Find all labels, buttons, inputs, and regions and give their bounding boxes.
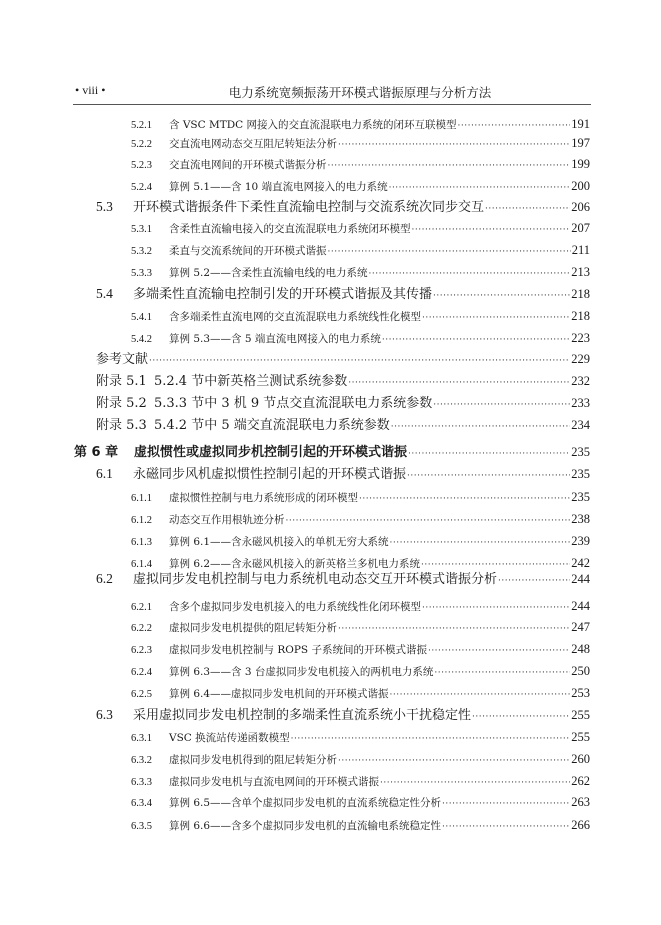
toc-entry (131, 771, 590, 791)
toc-entry-number: 附录 5.1 (96, 374, 147, 389)
toc-entry-title: 5.3.3 节中 3 机 9 节点交直流混联电力系统参数 (154, 396, 433, 411)
toc-entry-title: 永磁同步风机虚拟惯性控制引起的开环模式谐振 (133, 467, 407, 482)
toc-entry-number: 6.2 (96, 571, 113, 586)
toc-entry-title: 虚拟同步发电机得到的阻尼转矩分析 (169, 754, 337, 766)
toc-entry-number: 5.3.1 (131, 224, 152, 235)
toc-entry-title: 交直流电网动态交互阻尼转矩法分析 (169, 138, 337, 150)
toc-leader-dots (433, 395, 570, 415)
toc-entry-number: 6.1.3 (131, 537, 152, 548)
toc-leader-dots (390, 533, 571, 553)
toc-entry-title: 采用虚拟同步发电机控制的多端柔性直流系统小干扰稳定性 (133, 708, 472, 723)
toc-entry (131, 596, 590, 616)
toc-entry (96, 349, 590, 369)
toc-entry-page: 244 (571, 599, 590, 613)
toc-entry-page: 247 (571, 620, 590, 634)
toc-entry-page: 200 (571, 179, 590, 193)
toc-entry-number: 5.4 (96, 286, 113, 301)
toc-entry-number: 6.3.2 (131, 755, 152, 766)
toc-entry-title: 柔直与交流系统间的开环模式谐振 (169, 245, 327, 257)
toc-leader-dots (286, 511, 571, 531)
toc-leader-dots (428, 641, 570, 661)
toc-entry-page: 262 (571, 774, 590, 788)
toc-entry (96, 371, 590, 391)
toc-leader-dots (328, 242, 571, 262)
toc-leader-dots (434, 663, 570, 683)
toc-entry-number: 5.2.2 (131, 139, 152, 150)
toc-leader-dots (498, 571, 570, 591)
toc-leader-dots (338, 619, 570, 639)
toc-entry (96, 705, 590, 725)
toc-entry-title: 含多个虚拟同步发电机接入的电力系统线性化闭环模型 (169, 601, 421, 613)
toc-leader-dots (408, 444, 570, 464)
toc-entry-page: 263 (571, 795, 590, 809)
toc-entry-page: 266 (571, 818, 590, 832)
toc-entry (131, 661, 590, 681)
toc-leader-dots (407, 466, 570, 486)
toc-entry (96, 284, 590, 304)
toc-entry-title: 算例 6.4——虚拟同步发电机间的开环模式谐振 (169, 688, 389, 700)
toc-entry-page: 235 (571, 490, 590, 504)
toc-entry-page: 255 (571, 708, 590, 722)
toc-entry (131, 509, 590, 529)
toc-entry (131, 815, 590, 835)
toc-entry-number: 6.3.5 (131, 821, 152, 832)
toc-entry-number: 6.2.2 (131, 623, 152, 634)
toc-leader-dots (485, 199, 570, 219)
toc-entry-page: 242 (571, 556, 590, 570)
toc-entry-title: 开环模式谐振条件下柔性直流输电控制与交流系统次同步交互 (133, 200, 485, 215)
toc-entry-title: 虚拟同步发电机控制与电力系统机电动态交互开环模式谐振分析 (133, 572, 498, 587)
toc-entry (131, 683, 590, 703)
toc-entry-page: 234 (571, 418, 590, 432)
toc-entry-title: 含多端柔性直流电网的交直流混联电力系统线性化模型 (169, 311, 421, 323)
toc-entry-page: 233 (571, 396, 590, 410)
toc-entry-page: 235 (571, 445, 590, 459)
toc-entry (131, 240, 590, 260)
toc-entry-page: 223 (571, 331, 590, 345)
toc-entry-title: 交直流电网间的开环模式谐振分析 (169, 159, 327, 171)
toc-leader-dots (422, 598, 570, 618)
toc-leader-dots (442, 817, 570, 837)
toc-leader-dots (348, 373, 570, 393)
toc-entry-page: 238 (571, 512, 590, 526)
toc-entry-page: 218 (571, 287, 590, 301)
toc-entry (131, 176, 590, 196)
toc-entry (96, 415, 590, 435)
toc-entry-page: 239 (571, 534, 590, 548)
toc-entry (131, 617, 590, 637)
toc-entry (131, 218, 590, 238)
toc-entry-number: 6.1.4 (131, 559, 152, 570)
toc-entry-number: 5.3.3 (131, 268, 152, 279)
toc-leader-dots (369, 264, 571, 284)
toc-entry-title: 算例 6.5——含单个虚拟同步发电机的直流系统稳定性分析 (169, 797, 442, 809)
toc-entry-title: 虚拟同步发电机与直流电网间的开环模式谐振 (169, 776, 379, 788)
toc-entry-number: 第 6 章 (74, 445, 119, 460)
toc-entry-number: 6.2.3 (131, 645, 152, 656)
toc-entry-title: 算例 6.6——含多个虚拟同步发电机的直流输电系统稳定性 (169, 820, 442, 832)
toc-entry-number: 5.2.4 (131, 182, 152, 193)
toc-entry-number: 6.1.1 (131, 493, 152, 504)
toc-entry-number: 6.2.1 (131, 602, 152, 613)
toc-leader-dots (359, 489, 570, 509)
toc-leader-dots (391, 417, 571, 437)
toc-entry-number: 6.2.4 (131, 667, 152, 678)
toc-entry-page: 211 (571, 243, 590, 257)
toc-entry-page: 253 (571, 686, 590, 700)
toc-entry-title: 算例 6.3——含 3 台虚拟同步发电机接入的两机电力系统 (169, 666, 434, 678)
toc-entry-number: 6.1.2 (131, 515, 152, 526)
toc-entry-title: 5.2.4 节中新英格兰测试系统参数 (154, 374, 348, 389)
toc-leader-dots (422, 308, 570, 328)
toc-leader-dots (390, 685, 571, 705)
toc-leader-dots (149, 351, 570, 371)
toc-entry-number: 6.3.1 (131, 733, 152, 744)
toc-entry-page: 250 (571, 664, 590, 678)
toc-entry-page: 213 (571, 265, 590, 279)
toc-entry (131, 639, 590, 659)
toc-entry (96, 393, 590, 413)
toc-entry-number: 6.2.5 (131, 689, 152, 700)
running-title: 电力系统宽频振荡开环模式谐振原理与分析方法 (228, 85, 492, 100)
toc-entry-title: 虚拟惯性或虚拟同步机控制引起的开环模式谐振 (134, 445, 408, 460)
toc-entry-title: 动态交互作用根轨迹分析 (169, 514, 285, 526)
toc-entry (131, 306, 590, 326)
toc-leader-dots (380, 773, 570, 793)
toc-entry (131, 114, 590, 134)
toc-entry-page: 244 (571, 572, 590, 586)
toc-leader-dots (472, 707, 570, 727)
toc-entry-number: 6.3 (96, 707, 113, 722)
toc-entry (131, 328, 590, 348)
toc-entry-page: 197 (571, 136, 590, 150)
page-number: • viii • (75, 83, 106, 97)
toc-entry (131, 154, 590, 174)
toc-entry-title: 算例 6.1——含永磁风机接入的单机无穷大系统 (169, 536, 389, 548)
toc-entry (131, 487, 590, 507)
toc-entry (74, 442, 590, 462)
toc-entry-page: 218 (571, 309, 590, 323)
toc-entry (131, 749, 590, 769)
toc-leader-dots (389, 178, 571, 198)
toc-entry (131, 133, 590, 153)
toc-entry-number: 6.3.3 (131, 777, 152, 788)
toc-entry-page: 248 (571, 642, 590, 656)
toc-entry-number: 附录 5.3 (96, 418, 147, 433)
toc-entry (131, 727, 590, 747)
toc-entry-title: 虚拟同步发电机提供的阻尼转矩分析 (169, 622, 337, 634)
toc-entry-number: 5.4.2 (131, 334, 152, 345)
toc-leader-dots (442, 794, 570, 814)
toc-entry-title: 算例 5.1——含 10 端直流电网接入的电力系统 (169, 181, 388, 193)
toc-entry-title: 含柔性直流输电接入的交直流混联电力系统闭环模型 (169, 223, 411, 235)
toc-entry (96, 197, 590, 217)
toc-entry-page: 260 (571, 752, 590, 766)
toc-leader-dots (433, 286, 570, 306)
toc-entry-page: 207 (571, 221, 590, 235)
toc-entry-number: 5.4.1 (131, 312, 152, 323)
toc-entry-number: 5.3.2 (131, 246, 152, 257)
toc-entry (131, 262, 590, 282)
toc-entry-title: 算例 5.2——含柔性直流输电线的电力系统 (169, 267, 368, 279)
toc-leader-dots (382, 330, 570, 350)
toc-leader-dots (338, 751, 570, 771)
toc-leader-dots (291, 729, 571, 749)
toc-entry (96, 569, 590, 589)
toc-entry-title: 多端柔性直流输电控制引发的开环模式谐振及其传播 (133, 287, 433, 302)
toc-entry-title: 5.4.2 节中 5 端交直流混联电力系统参数 (154, 418, 390, 433)
toc-entry-page: 199 (571, 157, 590, 171)
toc-entry-number: 附录 5.2 (96, 396, 147, 411)
toc-leader-dots (338, 135, 570, 155)
toc-entry-page: 191 (571, 117, 590, 131)
toc-entry-title: VSC 换流站传递函数模型 (169, 732, 290, 744)
toc-entry-title: 虚拟同步发电机控制与 ROPS 子系统间的开环模式谐振 (169, 644, 427, 656)
toc-entry-number: 6.1 (96, 466, 113, 481)
toc-entry-number: 5.2.3 (131, 160, 152, 171)
toc-entry (131, 531, 590, 551)
toc-entry-number: 5.2.1 (131, 120, 152, 131)
toc-entry-page: 206 (571, 200, 590, 214)
toc-entry-title: 虚拟惯性控制与电力系统形成的闭环模型 (169, 492, 358, 504)
toc-entry-number: 5.3 (96, 199, 113, 214)
toc-entry-number: 6.3.4 (131, 798, 152, 809)
toc-entry-page: 235 (571, 467, 590, 481)
toc-leader-dots (328, 156, 571, 176)
toc-entry-title: 含 VSC MTDC 网接入的交直流混联电力系统的闭环互联模型 (169, 119, 457, 131)
toc-entry-page: 255 (571, 730, 590, 744)
toc-entry-title: 参考文献 (96, 352, 149, 367)
toc-entry-page: 232 (571, 374, 590, 388)
toc-entry-page: 229 (571, 352, 590, 366)
toc-leader-dots (412, 220, 571, 240)
toc-entry (131, 792, 590, 812)
toc-entry-title: 算例 6.2——含永磁风机接入的新英格兰多机电力系统 (169, 558, 421, 570)
toc-entry (96, 464, 590, 484)
toc-entry-title: 算例 5.3——含 5 端直流电网接入的电力系统 (169, 333, 381, 345)
